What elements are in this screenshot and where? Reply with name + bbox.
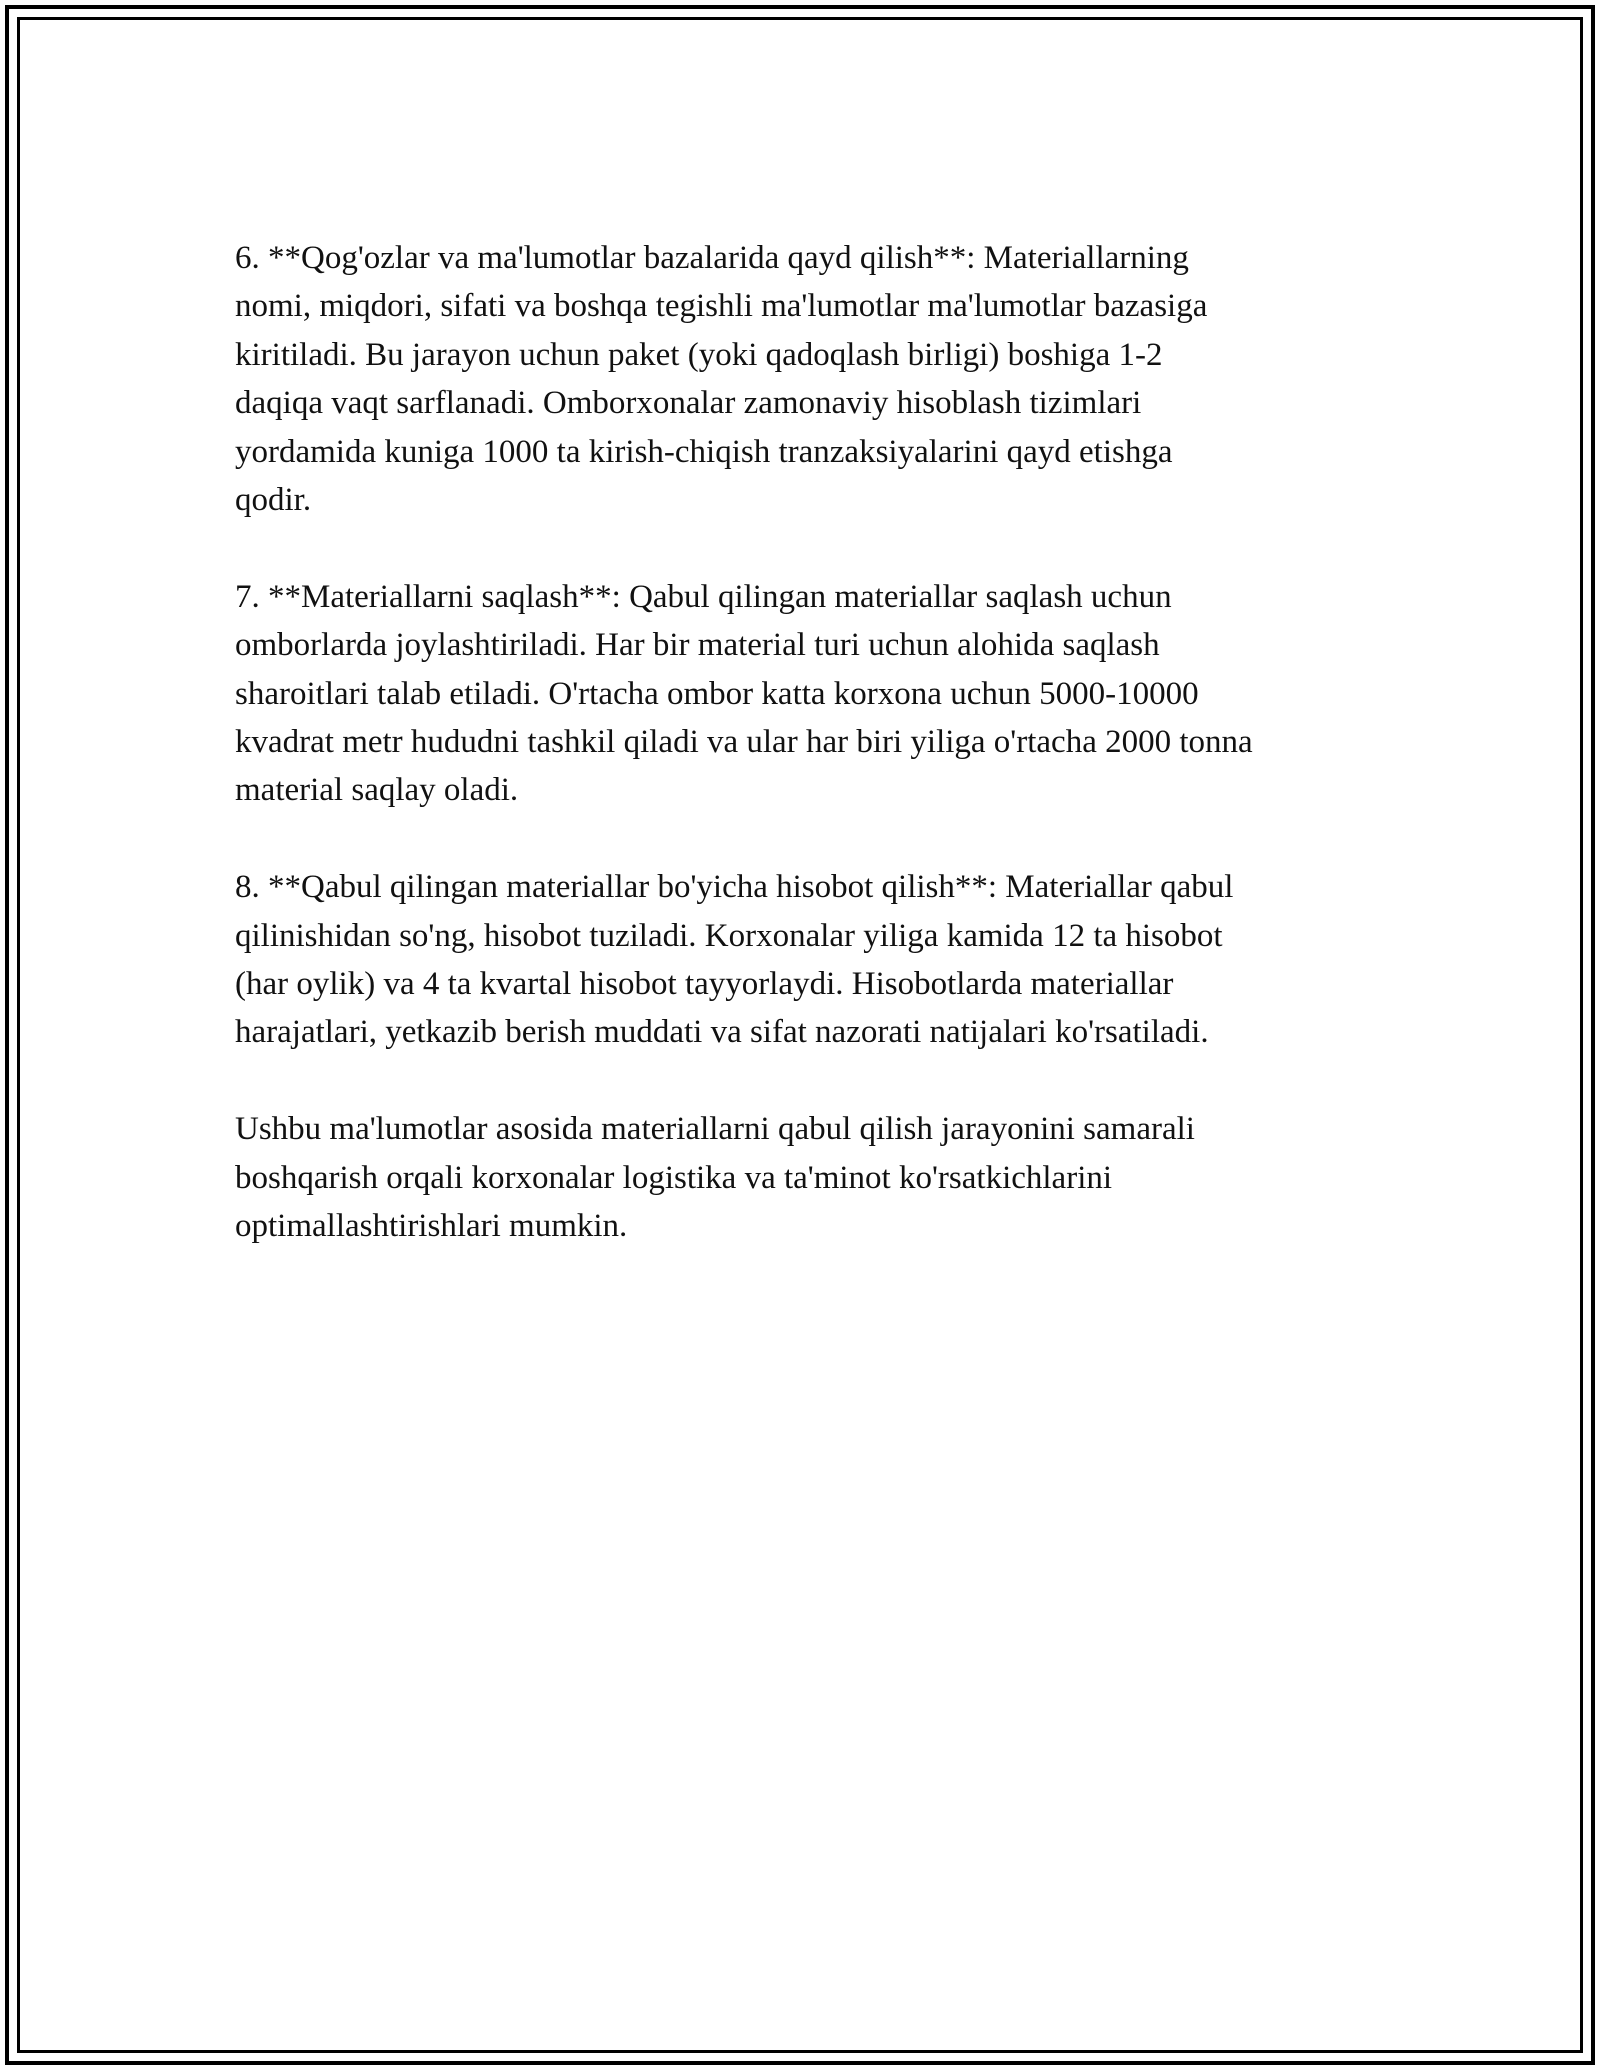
paragraph-7-storage: 7. **Materiallarni saqlash**: Qabul qilingan materiallar saqlash uchun omborlarda joylashtiriladi. Har bir material turi uchun alohida saqlash sharoitlari talab etiladi. O'rtacha ombor katta korxona uchun 5000-10000 kvadrat metr hududni tashkil qiladi va ular har biri yiliga o'rtacha 2000 tonna material saqlay oladi. [235, 578, 1253, 809]
paragraph-6-record-keeping: 6. **Qog'ozlar va ma'lumotlar bazalarida qayd qilish**: Materiallarning nomi, miqdori, sifati va boshqa tegishli ma'lumotlar ma'lumotlar bazasiga kiritiladi. Bu jarayon uchun paket (yoki qadoqlash birligi) boshiga 1-2 daqiqa vaqt sarflanadi. Omborxonalar zamonaviy hisoblash tizimlari yordamida kuniga 1000 ta kirish-chiqish tranzaksiyalarini qayd etishga qodir. [235, 240, 1208, 519]
paragraph-8-reporting: 8. **Qabul qilingan materiallar bo'yicha hisobot qilish**: Materiallar qabul qilinishidan so'ng, hisobot tuziladi. Korxonalar yiliga kamida 12 ta hisobot (har oylik) va 4 ta kvartal hisobot tayyorlaydi. Hisobotlarda materiallar harajatlari, yetkazib berish muddati va sifat nazorati natijalari ko'rsatiladi. [235, 869, 1234, 1051]
paragraph-conclusion: Ushbu ma'lumotlar asosida materiallarni qabul qilish jarayonini samarali boshqarish orqali korxonalar logistika va ta'minot ko'rsatkichlarini optimallashtirishlari mumkin. [235, 1111, 1195, 1245]
document-body [235, 234, 1395, 1299]
